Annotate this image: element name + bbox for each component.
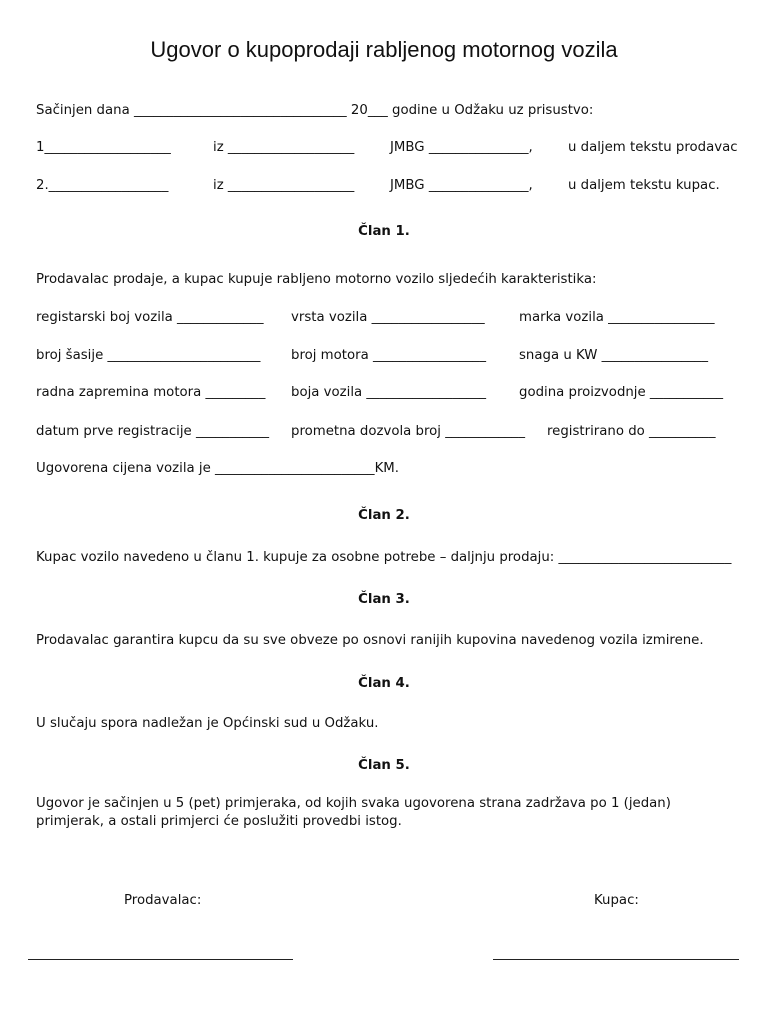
- party1-jmbg: JMBG _______________,: [390, 140, 533, 155]
- seller-signature-line: [28, 959, 293, 960]
- clan5-heading: Član 5.: [358, 758, 410, 773]
- party1-from: iz ___________________: [213, 140, 355, 155]
- clan2-heading: Član 2.: [358, 508, 410, 523]
- clan1-text: Prodavalac prodaje, a kupac kupuje rabljeno motorno vozilo sljedećih karakteristika:: [36, 272, 597, 287]
- field-chassis-number: broj šasije _______________________: [36, 348, 261, 363]
- party2-from: iz ___________________: [213, 178, 355, 193]
- field-power-kw: snaga u KW ________________: [519, 348, 708, 363]
- field-traffic-permit-number: prometna dozvola broj ____________: [291, 424, 525, 439]
- buyer-signature-line: [493, 959, 739, 960]
- clan1-heading: Član 1.: [358, 224, 410, 239]
- clan3-text: Prodavalac garantira kupcu da su sve obveze po osnovi ranijih kupovina navedenog vozila izmirene.: [36, 633, 704, 648]
- clan3-heading: Član 3.: [358, 592, 410, 607]
- clan2-text: Kupac vozilo navedeno u članu 1. kupuje za osobne potrebe – daljnju prodaju: __________________________: [36, 550, 732, 565]
- document-title: Ugovor o kupoprodaji rabljenog motornog vozila: [150, 37, 618, 62]
- seller-signature-label: Prodavalac:: [124, 893, 202, 908]
- field-engine-number: broj motora _________________: [291, 348, 486, 363]
- field-registration-number: registarski boj vozila _____________: [36, 310, 264, 325]
- field-agreed-price: Ugovorena cijena vozila je ________________________KM.: [36, 461, 399, 476]
- party1-role: u daljem tekstu prodavac: [568, 140, 738, 155]
- field-production-year: godina proizvodnje ___________: [519, 385, 724, 400]
- field-registered-until: registrirano do __________: [547, 424, 716, 439]
- field-vehicle-type: vrsta vozila _________________: [291, 310, 485, 325]
- field-engine-displacement: radna zapremina motora _________: [36, 385, 266, 400]
- party2-role: u daljem tekstu kupac.: [568, 178, 720, 193]
- party1-number: 1___________________: [36, 140, 171, 155]
- field-vehicle-color: boja vozila __________________: [291, 385, 487, 400]
- intro-line: Sačinjen dana ________________________________ 20___ godine u Odžaku uz prisustvo:: [36, 103, 594, 118]
- field-first-registration-date: datum prve registracije ___________: [36, 424, 270, 439]
- clan4-heading: Član 4.: [358, 676, 410, 691]
- clan4-text: U slučaju spora nadležan je Općinski sud u Odžaku.: [36, 716, 379, 731]
- party2-jmbg: JMBG _______________,: [390, 178, 533, 193]
- party2-number: 2.__________________: [36, 178, 169, 193]
- field-vehicle-make: marka vozila ________________: [519, 310, 715, 325]
- buyer-signature-label: Kupac:: [594, 893, 639, 908]
- clan5-text: Ugovor je sačinjen u 5 (pet) primjeraka, od kojih svaka ugovorena strana zadržava po 1 (jedan) primjerak, a ostali primjerci će poslužiti provedbi istog.: [36, 796, 671, 829]
